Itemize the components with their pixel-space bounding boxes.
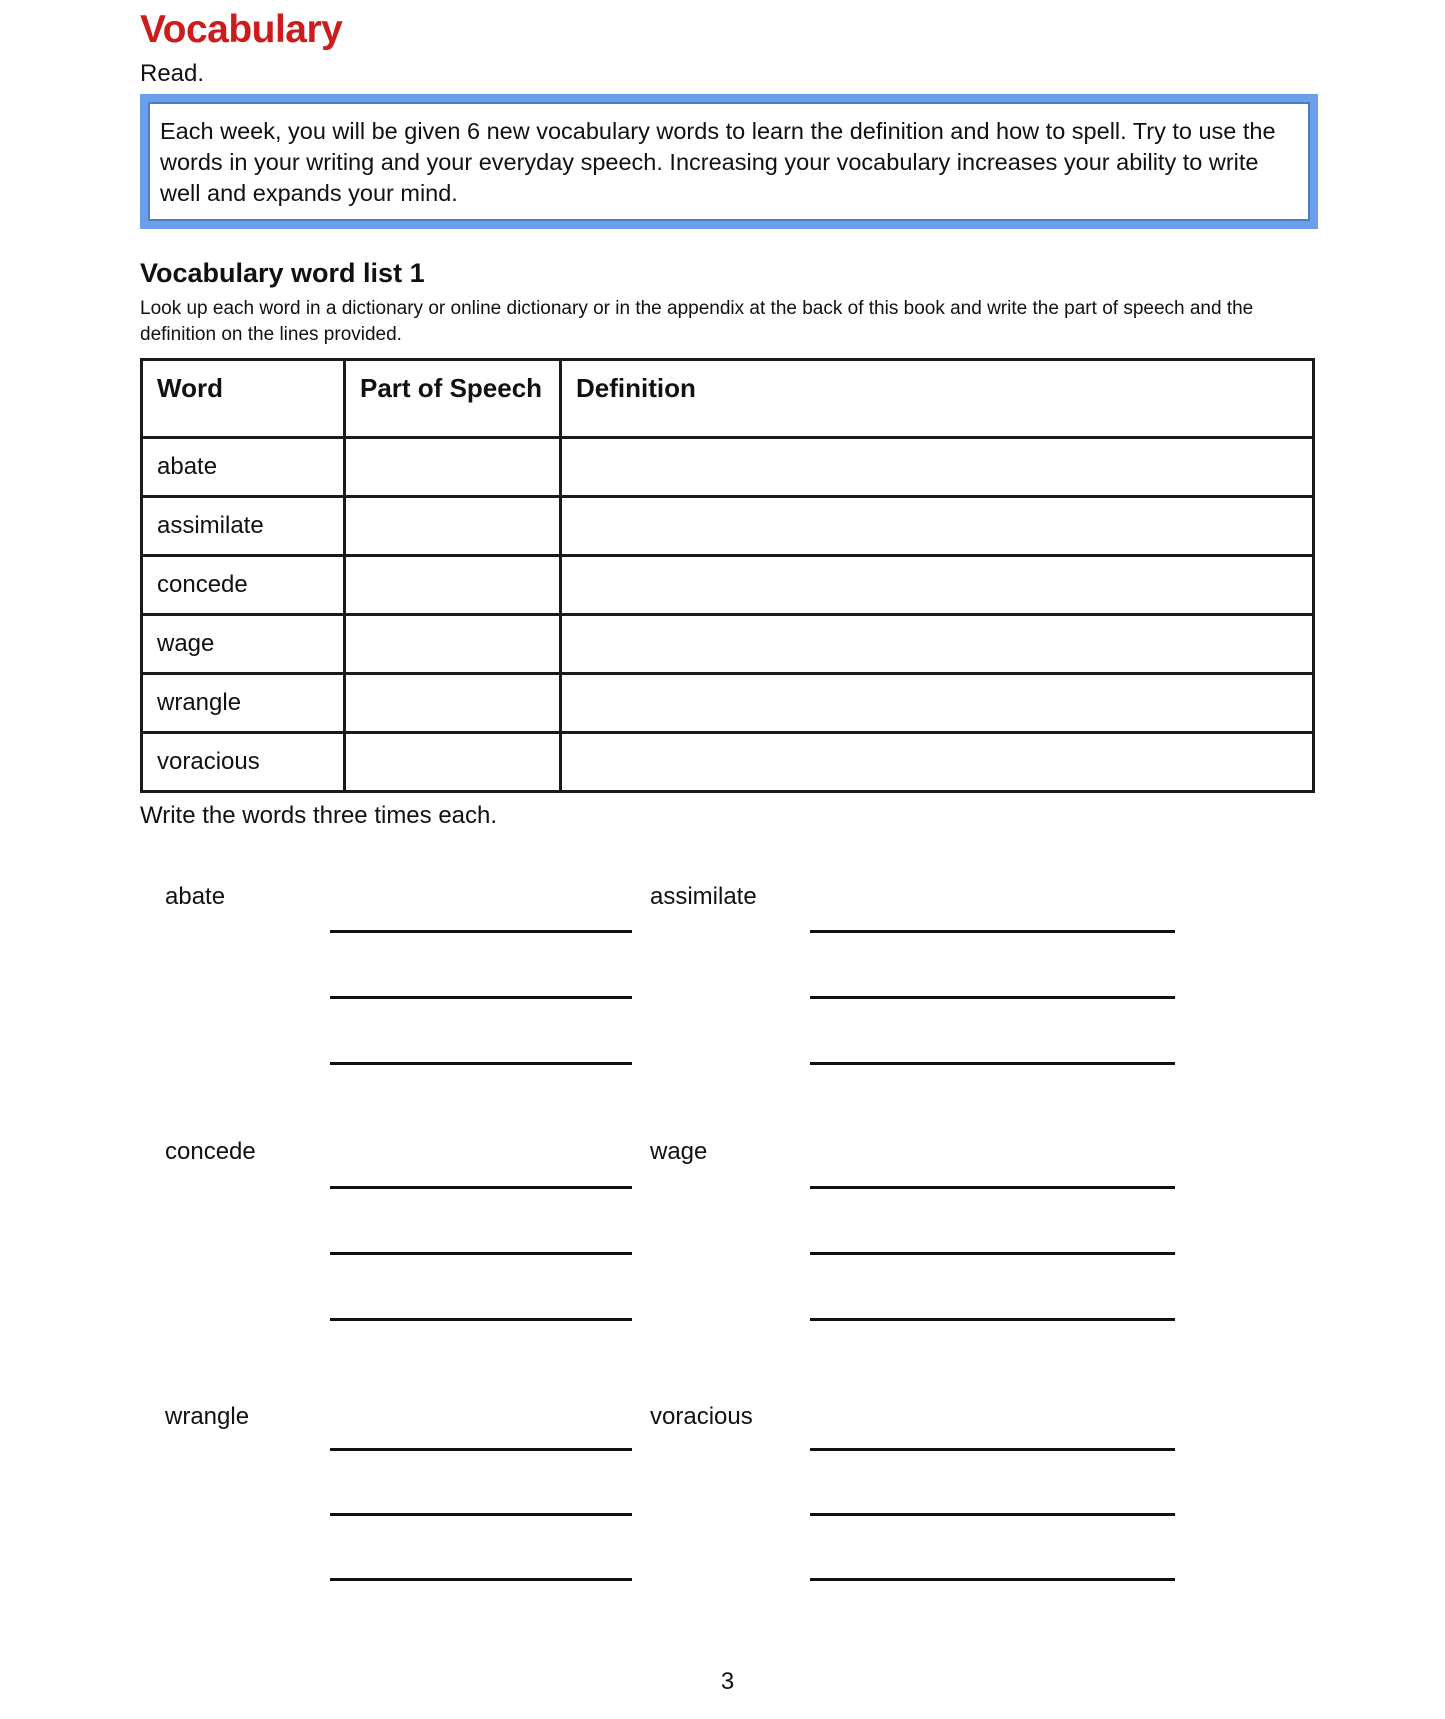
word-cell: concede	[142, 556, 345, 615]
write-line[interactable]	[330, 1252, 632, 1255]
write-line[interactable]	[330, 996, 632, 999]
write-line[interactable]	[810, 1578, 1175, 1581]
header-part-of-speech: Part of Speech	[345, 360, 561, 438]
header-definition: Definition	[561, 360, 1314, 438]
word-cell: wage	[142, 615, 345, 674]
page-number: 3	[720, 1668, 735, 1695]
table-row	[142, 438, 1314, 497]
table-row	[142, 733, 1314, 792]
word-cell: assimilate	[142, 497, 345, 556]
practice-word-wrangle: wrangle	[165, 1403, 250, 1430]
word-cell: wrangle	[142, 674, 345, 733]
definition-cell[interactable]	[561, 556, 1314, 615]
practice-word-wage: wage	[650, 1138, 708, 1165]
write-line[interactable]	[330, 1513, 632, 1516]
definition-cell[interactable]	[561, 733, 1314, 792]
word-cell: voracious	[142, 733, 345, 792]
word-list-heading: Vocabulary word list 1	[140, 258, 425, 288]
practice-word-assimilate: assimilate	[650, 883, 757, 910]
part-of-speech-cell[interactable]	[345, 674, 561, 733]
write-line[interactable]	[330, 1186, 632, 1189]
write-line[interactable]	[330, 1578, 632, 1581]
write-line[interactable]	[330, 930, 632, 933]
table-row	[142, 674, 1314, 733]
practice-word-voracious: voracious	[650, 1403, 753, 1430]
write-line[interactable]	[810, 1318, 1175, 1321]
definition-cell[interactable]	[561, 615, 1314, 674]
definition-cell[interactable]	[561, 438, 1314, 497]
write-line[interactable]	[810, 930, 1175, 933]
write-line[interactable]	[330, 1448, 632, 1451]
table-row	[142, 497, 1314, 556]
write-line[interactable]	[810, 1448, 1175, 1451]
part-of-speech-cell[interactable]	[345, 556, 561, 615]
write-line[interactable]	[810, 1513, 1175, 1516]
table-row	[142, 556, 1314, 615]
write-line[interactable]	[330, 1318, 632, 1321]
read-label: Read.	[140, 60, 205, 87]
part-of-speech-cell[interactable]	[345, 733, 561, 792]
table-row	[142, 615, 1314, 674]
table-header-row	[142, 360, 1314, 438]
intro-callout-box	[140, 94, 1318, 229]
practice-word-concede: concede	[165, 1138, 256, 1165]
vocabulary-table	[140, 358, 1315, 793]
part-of-speech-cell[interactable]	[345, 438, 561, 497]
write-instruction: Write the words three times each.	[140, 802, 498, 829]
header-word: Word	[142, 360, 345, 438]
word-cell: abate	[142, 438, 345, 497]
practice-word-abate: abate	[165, 883, 226, 910]
intro-text: Each week, you will be given 6 new vocabulary words to learn the definition and how to spell. Try to use the words in your writing and your everyday speech. Increasing your vocabulary increases your ability to write well and expands your mind.	[160, 118, 1276, 207]
definition-cell[interactable]	[561, 674, 1314, 733]
word-list-instructions: Look up each word in a dictionary or online dictionary or in the appendix at the back of this book and write the part of speech and the definition on the lines provided.	[140, 298, 1254, 346]
write-line[interactable]	[330, 1062, 632, 1065]
definition-cell[interactable]	[561, 497, 1314, 556]
part-of-speech-cell[interactable]	[345, 497, 561, 556]
page-title: Vocabulary	[140, 8, 343, 51]
write-line[interactable]	[810, 1062, 1175, 1065]
write-line[interactable]	[810, 1252, 1175, 1255]
write-line[interactable]	[810, 1186, 1175, 1189]
write-line[interactable]	[810, 996, 1175, 999]
part-of-speech-cell[interactable]	[345, 615, 561, 674]
